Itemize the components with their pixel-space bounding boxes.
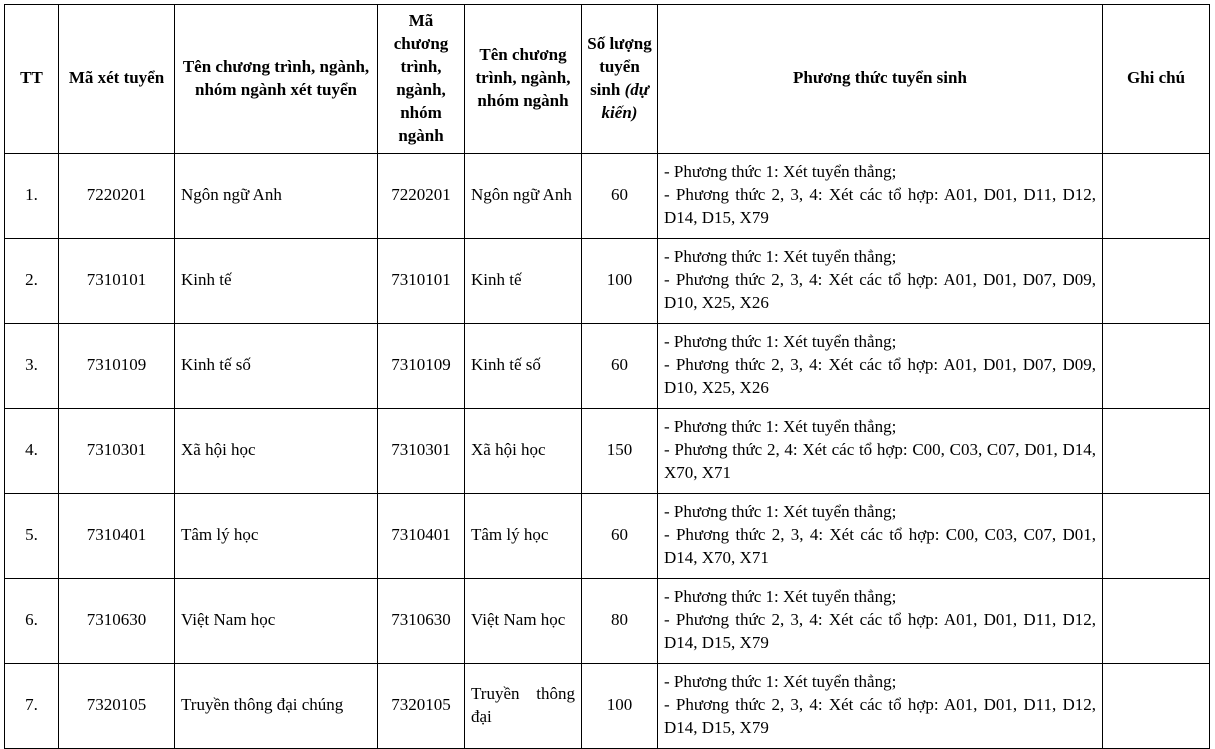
cell-tt: 6. <box>5 578 59 663</box>
cell-note <box>1103 323 1210 408</box>
cell-tt: 2. <box>5 238 59 323</box>
cell-method <box>658 493 1103 578</box>
cell-note <box>1103 238 1210 323</box>
header-code-admission: Mã xét tuyển <box>59 5 175 154</box>
cell-method <box>658 238 1103 323</box>
cell-code-program: 7310101 <box>378 238 465 323</box>
method-line-2: - Phương thức 2, 3, 4: Xét các tổ hợp: A01, D01, D11, D12, D14, D15, X79 <box>664 610 1096 653</box>
header-name-admission: Tên chương trình, ngành, nhóm ngành xét tuyển <box>175 5 378 154</box>
cell-note <box>1103 578 1210 663</box>
cell-name-admission: Tâm lý học <box>175 493 378 578</box>
header-quota-note: (dự kiến) <box>601 79 649 122</box>
cell-name-program: Ngôn ngữ Anh <box>465 153 582 238</box>
table-row <box>5 493 1210 578</box>
cell-code-admission: 7310101 <box>59 238 175 323</box>
table-row <box>5 408 1210 493</box>
cell-code-admission: 7310301 <box>59 408 175 493</box>
cell-name-program: Kinh tế <box>465 238 582 323</box>
cell-name-program: Kinh tế số <box>465 323 582 408</box>
cell-quota: 150 <box>582 408 658 493</box>
cell-method <box>658 408 1103 493</box>
admissions-table <box>4 4 1210 749</box>
table-body <box>5 153 1210 748</box>
cell-name-admission: Việt Nam học <box>175 578 378 663</box>
cell-note <box>1103 493 1210 578</box>
method-line-2: - Phương thức 2, 3, 4: Xét các tổ hợp: A01, D01, D11, D12, D14, D15, X79 <box>664 185 1096 228</box>
method-line-2: - Phương thức 2, 3, 4: Xét các tổ hợp: A01, D01, D07, D09, D10, X25, X26 <box>664 270 1096 313</box>
header-quota-main: Số lượng tuyển sinh <box>587 33 652 99</box>
header-method: Phương thức tuyển sinh <box>658 5 1103 154</box>
method-line-2: - Phương thức 2, 3, 4: Xét các tổ hợp: A01, D01, D07, D09, D10, X25, X26 <box>664 355 1096 398</box>
cell-tt: 1. <box>5 153 59 238</box>
header-code-program: Mã chương trình, ngành, nhóm ngành <box>378 5 465 154</box>
cell-name-admission: Kinh tế <box>175 238 378 323</box>
method-line-2: - Phương thức 2, 4: Xét các tổ hợp: C00, C03, C07, D01, D14, X70, X71 <box>664 440 1096 483</box>
cell-name-admission: Ngôn ngữ Anh <box>175 153 378 238</box>
cell-code-admission: 7310401 <box>59 493 175 578</box>
cell-tt: 4. <box>5 408 59 493</box>
cell-code-admission: 7310109 <box>59 323 175 408</box>
cell-method <box>658 578 1103 663</box>
cell-name-admission: Xã hội học <box>175 408 378 493</box>
header-note: Ghi chú <box>1103 5 1210 154</box>
method-line-1: - Phương thức 1: Xét tuyển thẳng; <box>664 332 897 352</box>
cell-quota: 80 <box>582 578 658 663</box>
method-line-1: - Phương thức 1: Xét tuyển thẳng; <box>664 247 897 267</box>
cell-tt: 7. <box>5 663 59 748</box>
cell-name-program: Tâm lý học <box>465 493 582 578</box>
method-line-1: - Phương thức 1: Xét tuyển thẳng; <box>664 162 897 182</box>
cell-code-program: 7310401 <box>378 493 465 578</box>
cell-code-program: 7320105 <box>378 663 465 748</box>
method-line-1: - Phương thức 1: Xét tuyển thẳng; <box>664 502 897 522</box>
table-header <box>5 5 1210 154</box>
method-line-2: - Phương thức 2, 3, 4: Xét các tổ hợp: C00, C03, C07, D01, D14, X70, X71 <box>664 525 1096 568</box>
cell-code-admission: 7320105 <box>59 663 175 748</box>
header-quota <box>582 5 658 154</box>
cell-code-admission: 7310630 <box>59 578 175 663</box>
cell-quota: 100 <box>582 663 658 748</box>
cell-note <box>1103 408 1210 493</box>
cell-tt: 5. <box>5 493 59 578</box>
method-line-1: - Phương thức 1: Xét tuyển thẳng; <box>664 587 897 607</box>
cell-code-program: 7310301 <box>378 408 465 493</box>
cell-name-program: Việt Nam học <box>465 578 582 663</box>
table-row <box>5 323 1210 408</box>
cell-code-program: 7310630 <box>378 578 465 663</box>
cell-name-program: Truyền thông đại <box>465 663 582 748</box>
cell-code-admission: 7220201 <box>59 153 175 238</box>
cell-tt: 3. <box>5 323 59 408</box>
header-tt: TT <box>5 5 59 154</box>
cell-name-program: Xã hội học <box>465 408 582 493</box>
cell-quota: 60 <box>582 493 658 578</box>
table-row <box>5 663 1210 748</box>
cell-name-admission: Kinh tế số <box>175 323 378 408</box>
cell-note <box>1103 153 1210 238</box>
cell-quota: 60 <box>582 323 658 408</box>
cell-method <box>658 153 1103 238</box>
method-line-1: - Phương thức 1: Xét tuyển thẳng; <box>664 417 897 437</box>
cell-method <box>658 663 1103 748</box>
cell-method <box>658 323 1103 408</box>
table-row <box>5 578 1210 663</box>
cell-quota: 60 <box>582 153 658 238</box>
table-row <box>5 238 1210 323</box>
table-row <box>5 153 1210 238</box>
method-line-1: - Phương thức 1: Xét tuyển thẳng; <box>664 672 897 692</box>
cell-code-program: 7310109 <box>378 323 465 408</box>
cell-note <box>1103 663 1210 748</box>
cell-code-program: 7220201 <box>378 153 465 238</box>
cell-quota: 100 <box>582 238 658 323</box>
header-name-program: Tên chương trình, ngành, nhóm ngành <box>465 5 582 154</box>
header-row <box>5 5 1210 154</box>
cell-name-admission: Truyền thông đại chúng <box>175 663 378 748</box>
method-line-2: - Phương thức 2, 3, 4: Xét các tổ hợp: A01, D01, D11, D12, D14, D15, X79 <box>664 695 1096 738</box>
